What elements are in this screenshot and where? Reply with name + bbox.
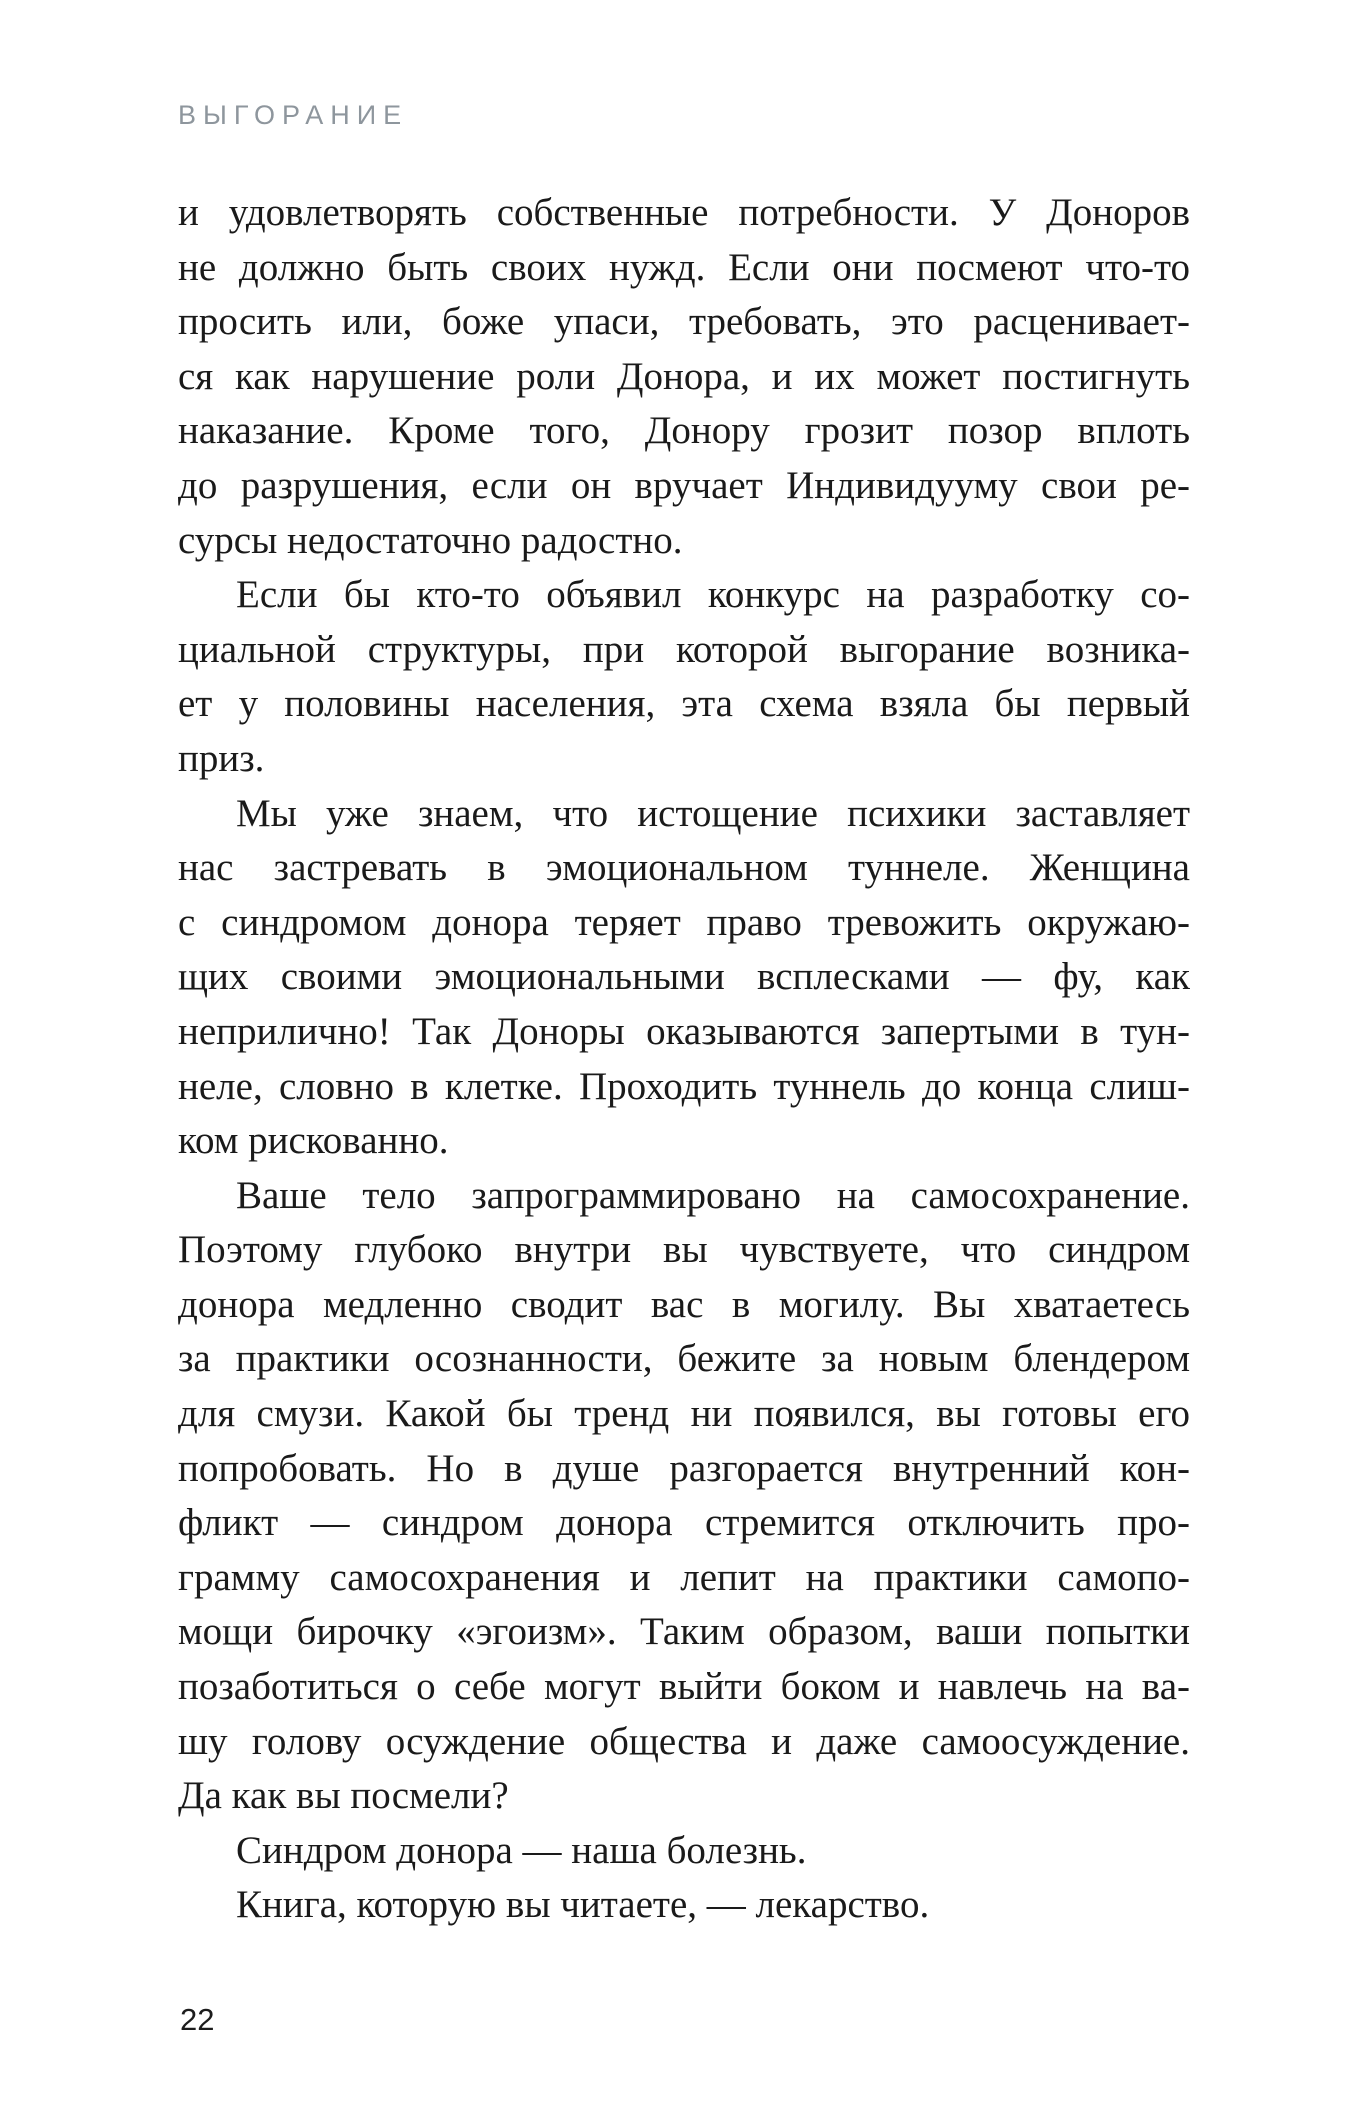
text-line: Если бы кто-то объявил конкурс на разработку со- <box>236 573 1190 617</box>
text-line: позаботиться о себе могут выйти боком и навлечь на ва- <box>178 1665 1190 1709</box>
text-line: и удовлетворять собственные потребности. У Доноров <box>178 191 1190 234</box>
text-line: за практики осознанности, бежите за новым блендером <box>178 1337 1190 1381</box>
page-number: 22 <box>180 2002 215 2037</box>
text-line: Мы уже знаем, что истощение психики заставляет <box>236 791 1190 835</box>
text-line: наказание. Кроме того, Донору грозит позор вплоть <box>178 409 1190 453</box>
text-line: ет у половины населения, эта схема взяла бы первый <box>178 682 1190 726</box>
text-line: Да как вы посмели? <box>178 1774 509 1818</box>
text-line: ком рискованно. <box>178 1119 449 1163</box>
text-line: просить или, боже упаси, требовать, это расценивает- <box>178 300 1190 344</box>
text-line: неприлично! Так Доноры оказываются запертыми в тун- <box>178 1009 1190 1053</box>
text-line: циальной структуры, при которой выгорание возника- <box>178 627 1190 671</box>
text-line: с синдромом донора теряет право тревожить окружаю- <box>178 900 1190 944</box>
text-line: грамму самосохранения и лепит на практики самопо- <box>178 1555 1190 1599</box>
text-line: Поэтому глубоко внутри вы чувствуете, что синдром <box>178 1228 1190 1272</box>
text-line: фликт — синдром донора стремится отключить про- <box>178 1501 1190 1545</box>
text-line: для смузи. Какой бы тренд ни появился, вы готовы его <box>178 1392 1190 1436</box>
text-line: Книга, которую вы читаете, — лекарство. <box>236 1883 930 1927</box>
text-line: Ваше тело запрограммировано на самосохранение. <box>236 1173 1190 1217</box>
text-line: нас застревать в эмоциональном туннеле. Женщина <box>178 846 1190 890</box>
body-text-block <box>178 186 1190 1933</box>
text-line: сурсы недостаточно радостно. <box>178 518 683 562</box>
text-line: щих своими эмоциональными всплесками — фу, как <box>178 955 1190 999</box>
text-line: попробовать. Но в душе разгорается внутренний кон- <box>178 1446 1190 1490</box>
text-line: приз. <box>178 736 265 780</box>
text-line: ся как нарушение роли Донора, и их может постигнуть <box>178 354 1190 398</box>
text-line: неле, словно в клетке. Проходить туннель до конца слиш- <box>178 1064 1190 1108</box>
running-head: ВЫГОРАНИЕ <box>178 100 409 130</box>
text-line: Синдром донора — наша болезнь. <box>236 1828 807 1872</box>
text-line: не должно быть своих нужд. Если они посмеют что-то <box>178 245 1190 289</box>
text-line: шу голову осуждение общества и даже самоосуждение. <box>178 1719 1190 1763</box>
text-line: мощи бирочку «эгоизм». Таким образом, ваши попытки <box>178 1610 1190 1654</box>
text-line: до разрушения, если он вручает Индивидууму свои ре- <box>178 463 1190 507</box>
text-line: донора медленно сводит вас в могилу. Вы хватаетесь <box>178 1282 1190 1326</box>
